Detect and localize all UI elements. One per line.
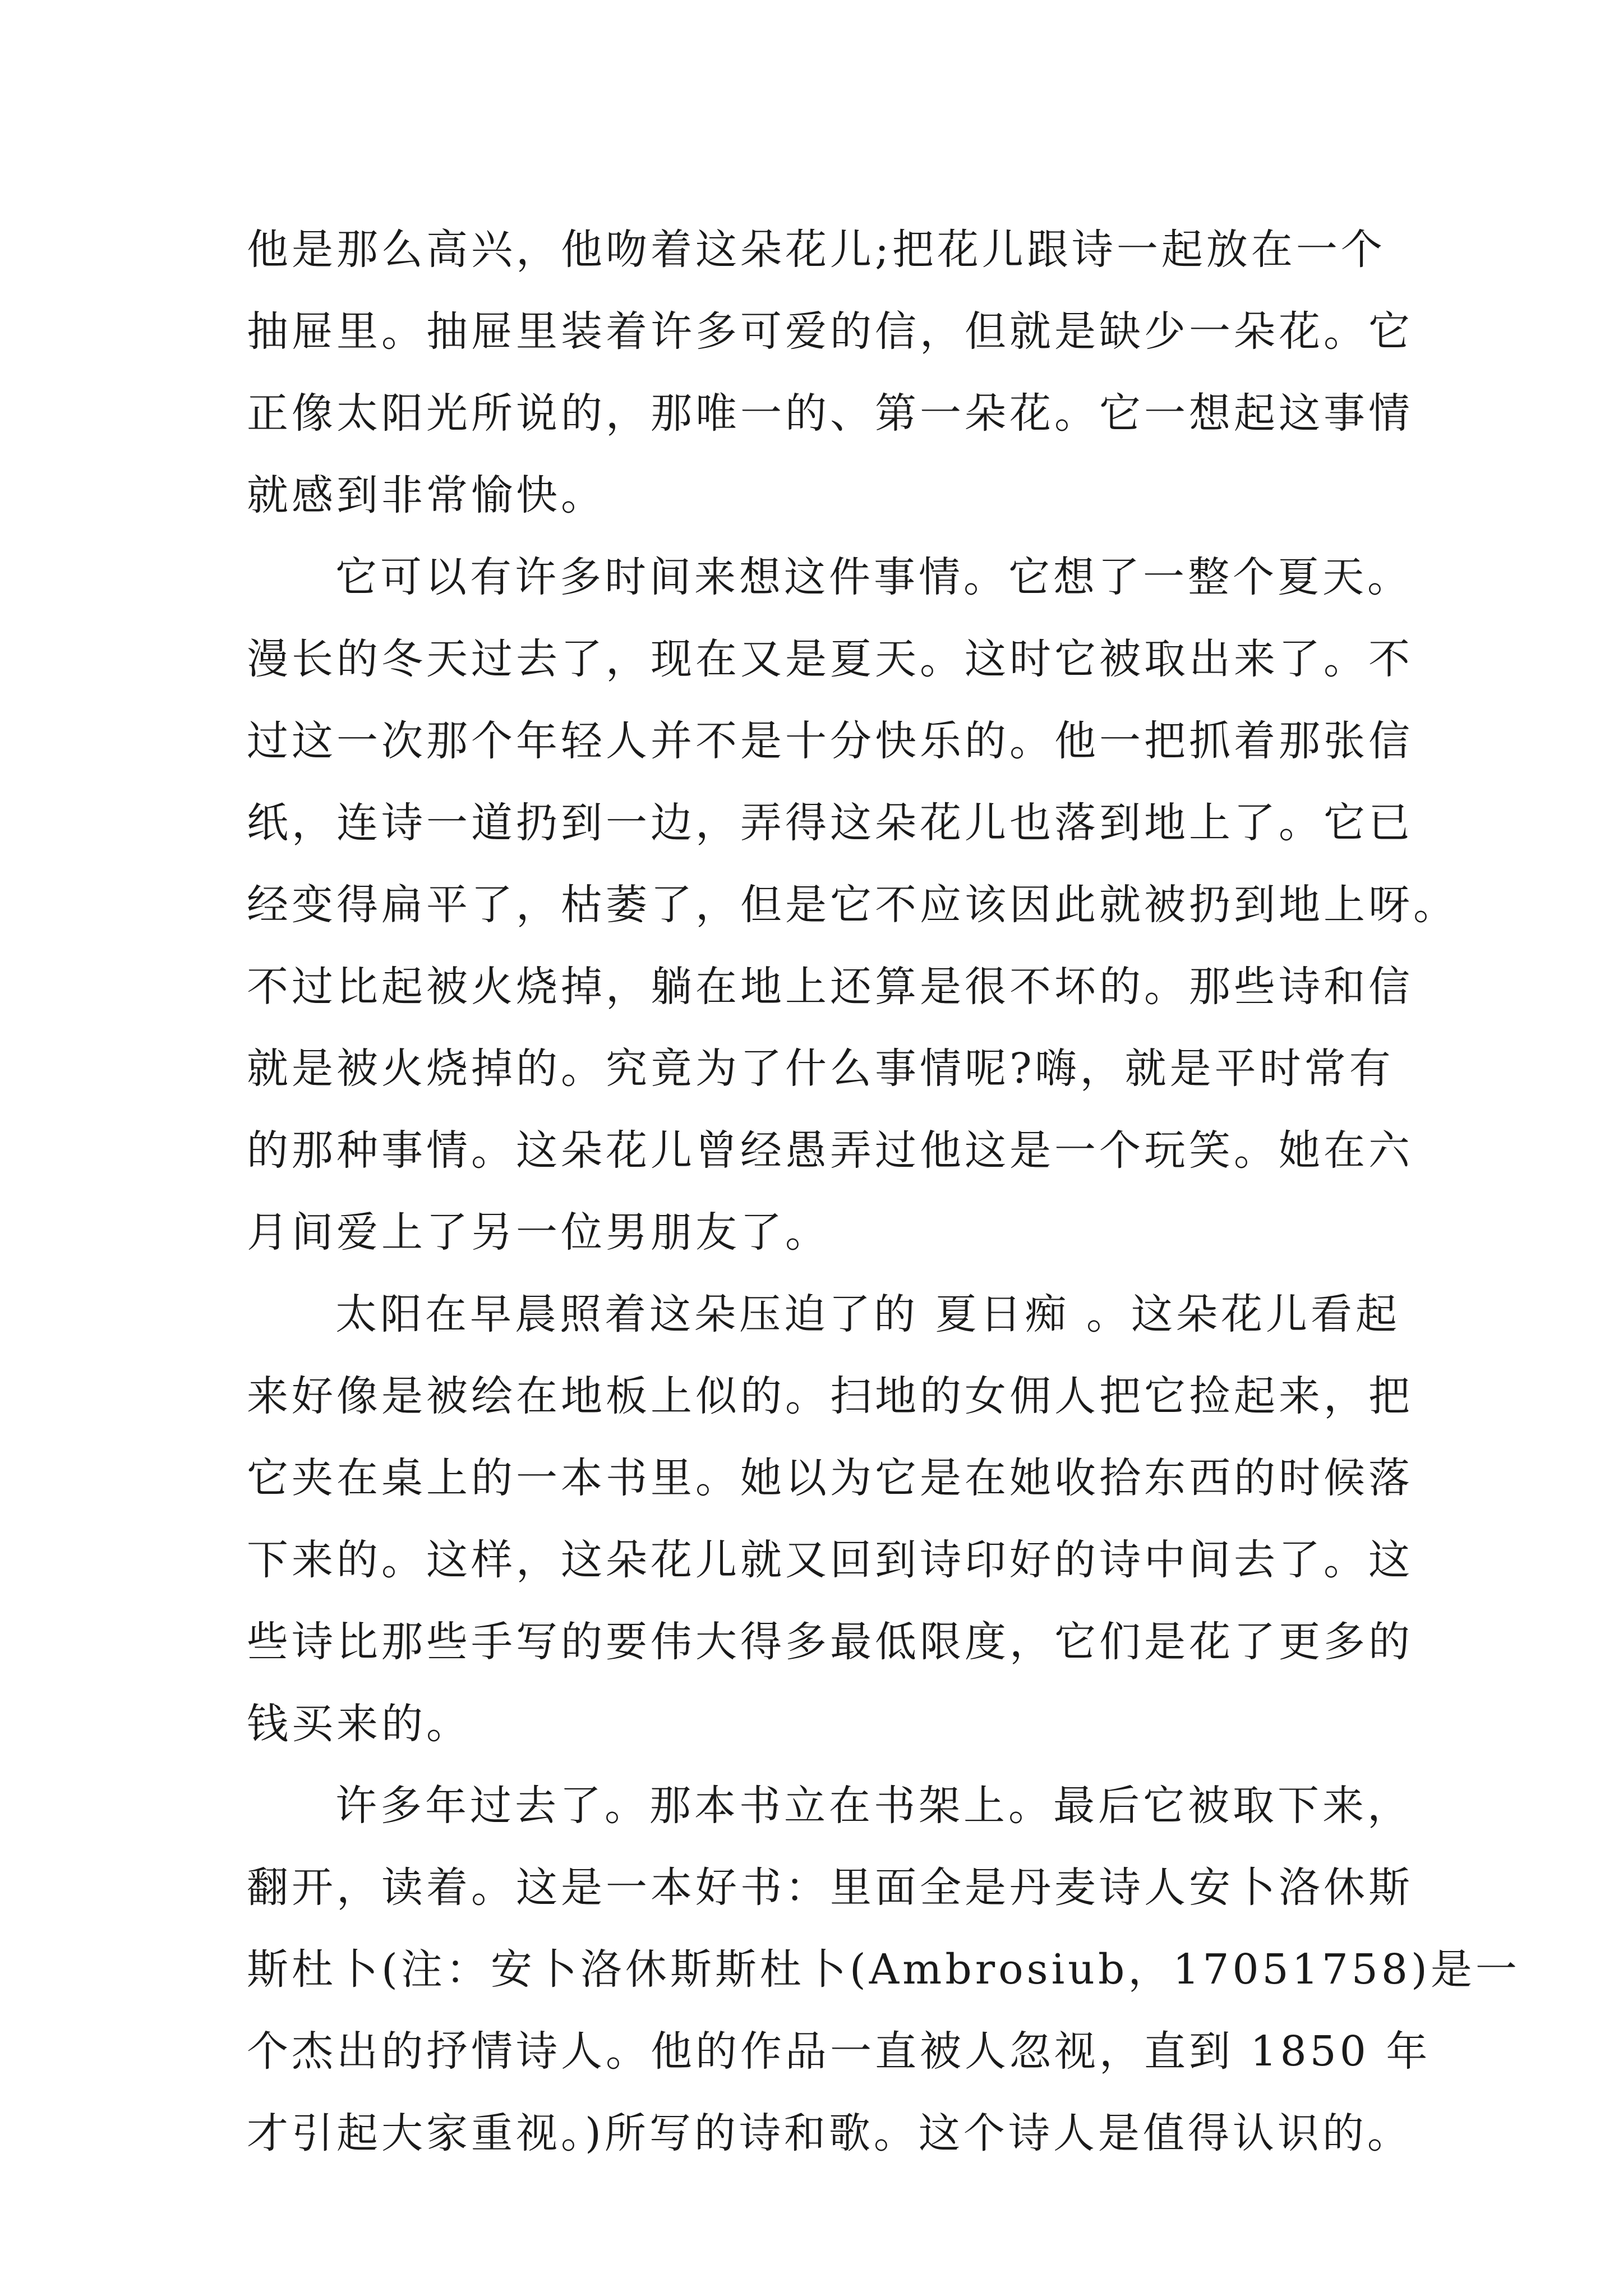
text-line: 经变得扁平了，枯萎了，但是它不应该因此就被扔到地上呀。	[247, 881, 1458, 929]
text-line: 太阳在早晨照着这朵压迫了的 夏日痴 。这朵花儿看起	[335, 1290, 1401, 1338]
text-line: 过这一次那个年轻人并不是十分快乐的。他一把抓着那张信	[247, 717, 1413, 765]
text-line: 下来的。这样，这朵花儿就又回到诗印好的诗中间去了。这	[247, 1536, 1413, 1584]
text-line: 月间爱上了另一位男朋友了。	[247, 1208, 830, 1257]
text-line: 斯杜卜(注：安卜洛休斯斯杜卜(Ambrosiub，17051758)是一	[247, 1945, 1520, 1994]
text-line: 它可以有许多时间来想这件事情。它想了一整个夏天。	[335, 553, 1412, 601]
text-line: 抽屉里。抽屉里装着许多可爱的信，但就是缺少一朵花。它	[247, 307, 1413, 356]
paragraph-1	[247, 209, 1413, 536]
text-line: 正像太阳光所说的，那唯一的、第一朵花。它一想起这事情	[247, 389, 1413, 438]
paragraph-3	[247, 1273, 1413, 1765]
text-line: 来好像是被绘在地板上似的。扫地的女佣人把它捡起来，把	[247, 1372, 1413, 1420]
text-line: 就感到非常愉快。	[247, 471, 606, 519]
text-line: 纸，连诗一道扔到一边，弄得这朵花儿也落到地上了。它已	[247, 799, 1413, 847]
text-line: 不过比起被火烧掉，躺在地上还算是很不坏的。那些诗和信	[247, 963, 1413, 1011]
text-line: 许多年过去了。那本书立在书架上。最后它被取下来，	[335, 1782, 1412, 1830]
text-line: 个杰出的抒情诗人。他的作品一直被人忽视，直到 1850 年	[247, 2027, 1431, 2076]
document-body	[247, 209, 1520, 2174]
paragraph-4	[247, 1765, 1520, 2174]
text-line: 钱买来的。	[247, 1700, 471, 1748]
text-line: 翻开，读着。这是一本好书：里面全是丹麦诗人安卜洛休斯	[247, 1864, 1413, 1912]
paragraph-2	[247, 536, 1458, 1273]
text-line: 的那种事情。这朵花儿曾经愚弄过他这是一个玩笑。她在六	[247, 1126, 1413, 1175]
text-line: 些诗比那些手写的要伟大得多最低限度，它们是花了更多的	[247, 1618, 1413, 1666]
text-line: 漫长的冬天过去了，现在又是夏天。这时它被取出来了。不	[247, 635, 1413, 683]
text-line: 他是那么高兴，他吻着这朵花儿;把花儿跟诗一起放在一个	[247, 226, 1386, 274]
text-line: 它夹在桌上的一本书里。她以为它是在她收拾东西的时候落	[247, 1454, 1413, 1502]
text-line: 才引起大家重视。)所写的诗和歌。这个诗人是值得认识的。	[247, 2109, 1412, 2157]
text-line: 就是被火烧掉的。究竟为了什么事情呢?嗨，就是平时常有	[247, 1045, 1394, 1093]
